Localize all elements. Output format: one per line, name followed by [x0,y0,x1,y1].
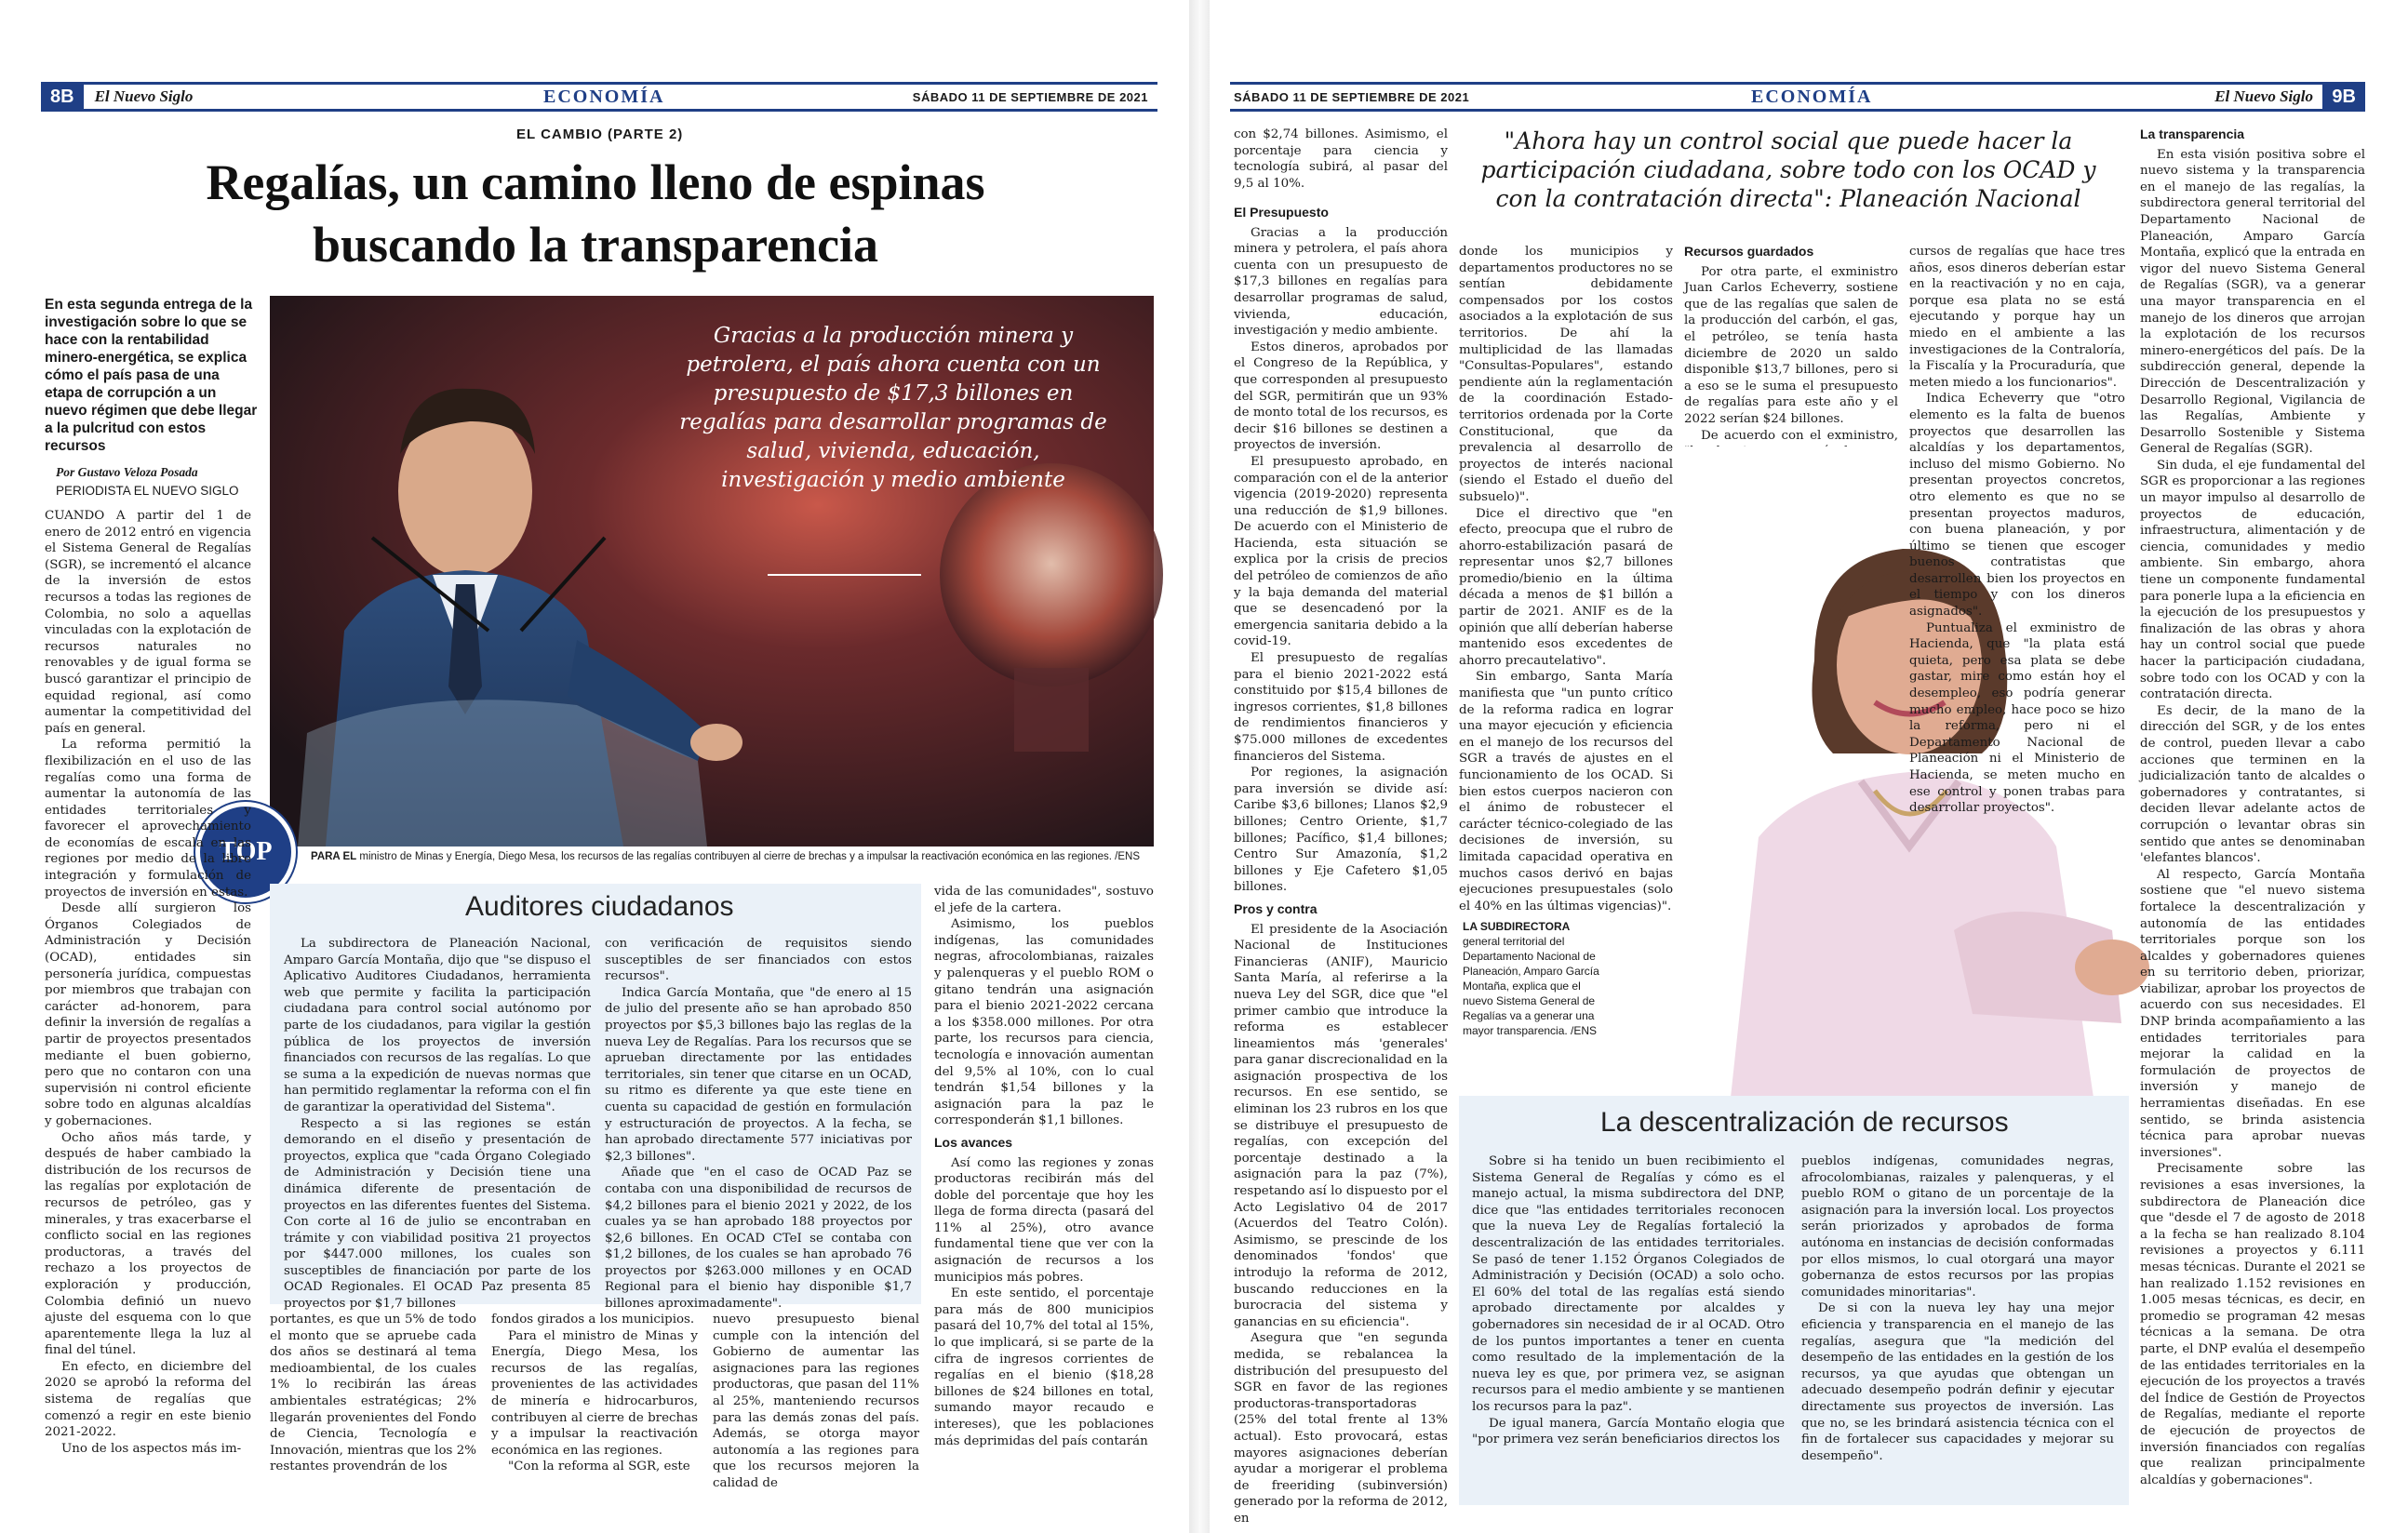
page-number: 9B [2322,85,2365,109]
subheading-transparencia: La transparencia [2140,127,2245,141]
pull-quote: "Ahora hay un control social que puede hacer la participación ciudadana, sobre todo con los OCAD y con la contratación directa": Planeación Nacional [1480,127,2096,212]
paragraph: con $2,74 billones. Asimismo, el porcentaje para ciencia y tecnología subirá, al pasar del 9,5 al 10%. [1234,127,1448,191]
article-column-2 [270,1312,476,1498]
issue-date: SÁBADO 11 DE SEPTIEMBRE DE 2021 [912,89,1148,104]
paragraph: Para el ministro de Minas y Energía, Diego Mesa, los recursos de las regalías, provenientes de las actividades de minería e hidrocarburos, contribuyen al cierre de brechas y a impulsar la reactivación económica en las regiones. [491,1328,698,1458]
newspaper-brand: El Nuevo Siglo [94,87,194,105]
byline [56,463,261,500]
byline-author: Por Gustavo Veloza Posada [56,465,198,479]
article-column-r3 [1684,244,1898,458]
paragraph: El presidente de la Asociación Nacional de Instituciones Financieras (ANIF), Mauricio Santa María, al referirse a la nueva Ley del SGR, dice que "el primer cambio que introduce la reforma es establecer lineamientos más 'generales' para ganar discrecionalidad en la asignación prospectiva de los recursos. En ese sentido, se eliminan los 23 rubros en los que se distribuye el presupuesto de regalías, con excepción del porcentaje destinado a la asignación para la paz (7%), respetando así lo dispuesto por el Acto Legislativo 04 de 2017 (Acuerdos del Teatro Colón). Asimismo, se prescinde de los denominados 'fondos' que introdujo la reforma de 2012, buscando reducciones en la burocracia del sistema y ganancias en su eficiencia". [1234,922,1448,1329]
paragraph: Sobre si ha tenido un buen recibimiento el Sistema General de Regalías y cómo es el manejo actual, la misma subdirectora del DNP, dice que "las entidades territoriales reconocen que la nueva Ley de Regalías fortaleció la descentralización de las entidades territoriales. Se pasó de tener 1.152 Órganos Colegiados de Administración y Decisión (OCAD) a solo ocho. El 60% del total de las regalías está siendo aprobado directamente por alcaldes y gobernadores sin necesidad de ir al OCAD. Otro de los puntos importantes a tener en cuenta como resultado de la implementación de la nueva ley es que, por primera vez, se asignan recursos para el medio ambiente y se mantienen los recursos para la paz". [1472,1154,1785,1414]
paragraph: Es decir, de la mano de la dirección del SGR, y de los entes de control, pueden llevar a cabo acciones que terminen en la judicialización tanto de alcaldes o gobernadores y contratantes, si deciden llevar adelante actos de corrupción o levantar obras sin sentido que antes se denominaban 'elefantes blancos'. [2140,703,2365,866]
photo-caption-title: LA SUBDIRECTORA [1463,920,1571,933]
subheading-pros-contra: Pros y contra [1234,900,1318,916]
paragraph: Añade que "en el caso de OCAD Paz se contaba con una disponibilidad de recursos de $4,2 billones para el bienio 2021 y 2022, de los cuales ya se han aprobado 188 proyectos por $2,6 billones. En OCAD CTeI se contaba con $1,2 billones, de los cuales se han aprobado 76 proyectos por $263.000 millones y en OCAD Regional para el bienio hay disponible $1,7 billones aproximadamente". [605,1166,912,1312]
paragraph: Sin duda, el eje fundamental del SGR es proporcionar a las regiones un mayor impulso al desarrollo de proyectos de educación, infraestructura, alimentación y de ciencia, comunidades y medio ambiente. Sin embargo, ahora tiene un componente fundamental para ponerle lupa a la eficiencia en la ejecución de los presupuestos y finalización de las obras y ahora hay un control social que puede hacer la participación ciudadana, sobre todo con los OCAD y con la contratación directa. [2140,458,2365,702]
page-8b [0,0,1191,1533]
headline-line-2: buscando la transparencia [312,217,879,273]
paragraph: Al respecto, García Montaña sostiene que "el nuevo sistema fortalece la descentralización y autonomía de las entidades territoriales porque son los alcaldes y gobernadores quienes en su territorio deben, priorizar, viabilizar, aprobar los proyectos de acuerdo con sus necesidades. El DNP brinda acompañamiento a las entidades territoriales para mejorar la calidad en la formulación de proyectos de inversión y manejo de herramientas diseñadas. En ese sentido, se brinda asistencia técnica para aprobar nuevas inversiones". [2140,867,2365,1160]
photo-pull-quote: Gracias a la producción minera y petrolera, el país ahora cuenta con un presupuesto de $17,3 billones en regalías para desarrollar programas de salud, vivienda, educación, investigación y medio ambiente [679,324,1107,492]
subheading-recursos: Recursos guardados [1684,244,1814,259]
paragraph: Indica García Montaña, que "de enero al 15 de julio del presente año se han aprobado 850 proyectos por $5,3 billones bajo las reglas de la nueva Ley de Regalías. Para los recursos que se aprueban directamente por las entidades territoriales, sin tener que citarse en un OCAD, su ritmo es diferente ya que este tiene en cuenta su capacidad de gestión en formulación y estructuración de proyectos. A la fecha, se han aprobado directamente 577 iniciativas por $2,3 billones". [605,985,912,1164]
top-badge: TOP [195,802,296,902]
paragraph: La subdirectora de Planeación Nacional, Amparo García Montaña, dijo que "se dispuso el Aplicativo Auditores Ciudadanos, herramienta web que permite y facilita la participación ciudadana para control social autónomo por parte de los ciudadanos, para vigilar la gestión pública de los proyectos de inversión financiados con recursos de las regalías. Lo que se suma a la expedición de nuevas normas que han permitido reglamentar la reforma con el fin de garantizar la operatividad del Sistema". [284,937,591,1114]
paragraph: Puntualiza el exministro de Hacienda, que "la plata está quieta, pero esa plata se debe gastar, mire como están hoy el desempleo, eso podría generar mucho empleo, hace poco se hizo la reforma, pero ni el Departamento Nacional de Planeación ni el Ministerio de Hacienda, se meten mucho en ese control y ponen trabas para desarrollar proyectos". [1909,620,2125,816]
article-column-r5 [2140,127,2365,1503]
paragraph: Sin embargo, Santa María manifiesta que "un punto crítico de la reforma radica en lograr una mayor ejecución y eficiencia en el manejo de los recursos del SGR a través de ajustes en el funcionamiento de los OCAD. Si bien estos cuerpos nacieron con el ánimo de robustecer el carácter técnico-colegiado de las decisiones de inversión, su limitada capacidad operativa en muchos casos derivó en bajas ejecuciones presupuestales (solo el 40% en las últimas vigencias)". [1459,670,1673,913]
page-number: 8B [41,85,84,109]
paragraph: Asimismo, los pueblos indígenas, las comunidades negras, afrocolombianas, raizales y palenqueras y el pueblo ROM o gitano tendrán una asignación para el bienio 2021-2022 cercana a los $358.000 millones. Por otra parte, los recursos para ciencia, tecnología e innovación aumentan del 9,5% al 10%, con lo cual tendrán $1,54 billones y la asignación para la paz le corresponderán $1,1 billones. [934,917,1154,1128]
paragraph: Desde allí surgieron los Órganos Colegiados de Administración y Decisión (OCAD), entidades sin personería jurídica, compuestas por miembros que trabajan con carácter ad-honorem, para definir la inversión de regalías a partir de proyectos presentados mediante el buen gobierno, pero que no contaron con una supervisión ni control eficiente sobre todo en algunas alcaldías y gobernaciones. [45,901,251,1128]
paragraph: nuevo presupuesto bienal cumple con la intención del Gobierno de aumentar las asignaciones para las regiones productoras, que pasan del 11% al 25%, manteniendo recursos para las demás zonas del país. Además, se otorga mayor autonomía a las regiones para que los recursos mejoren la calidad de [713,1313,919,1490]
box-column-a [1472,1153,1785,1498]
paragraph: El presupuesto de regalías para el bienio 2021-2022 está constituido por $15,4 billones de ingresos corrientes, $1,8 billones de rendimientos financieros y $75.000 millones de excedentes financieros del Sistema. [1234,651,1448,764]
paragraph: En esta visión positiva sobre el nuevo sistema y la transparencia en el manejo de las regalías, la subdirectora general territorial del Departamento Nacional de Planeación, Amparo García Montaña, explicó que la entrada en vigor del nuevo Sistema General de Regalías (SGR), va a generar una mayor transparencia en el manejo de los dineros que arrojan la explotación de los recursos minero-energéticos del país. De la subdirección general, depende la Dirección de Descentralización y Desarrollo Regional, Vigilancia de las Regalías, Ambiente y Desarrollo Sostenible y Sistema General de Regalías (SGR). [2140,147,2365,457]
article-column-r4 [1909,244,2125,876]
box-title: Auditores ciudadanos [465,891,734,922]
minister-photo [270,296,1154,846]
paragraph: Indica Echeverry que "otro elemento es la falta de buenos proyectos que desarrollen las alcaldías y los departamentos, incluso del mismo Gobierno. No presentan proyectos concretos, otro elemento es que no se presentan proyectos maduros, con buena planeación, y por último se tienen que escoger buenos contratistas que desarrollen bien los proyectos en el tiempo y con los dineros asignados". [1909,392,2125,620]
article-column-r2 [1459,244,1673,913]
paragraph: Asegura que "en segunda medida, se rebalancea la distribución del presupuesto del SGR en favor de las regiones productoras-transportadoras (25% del total frente al 13% actual). Esto provocará, estas mayores asignaciones deberían ayudar a morigerar el problema de freeriding (subinversión) generado por la reforma de 2012, en [1234,1331,1448,1526]
box-column-b [605,936,912,1312]
page-9b [1210,0,2408,1533]
page-header [1230,82,2365,112]
photo-caption-text: ministro de Minas y Energía, Diego Mesa, los recursos de las regalías contribuyen al cierre de brechas y a impulsar la reactivación económica en las regiones. /ENS [359,851,1141,862]
paragraph: con verificación de requisitos siendo susceptibles de ser financiados con estos recursos". [605,937,912,984]
continuation-column [1234,127,1448,191]
article-kicker: EL CAMBIO (PARTE 2) [516,127,684,142]
paragraph: vida de las comunidades", sostuvo el jefe de la cartera. [934,885,1154,915]
issue-date: SÁBADO 11 DE SEPTIEMBRE DE 2021 [1234,89,1470,104]
paragraph: cursos de regalías que hace tres años, esos dineros deberían estar en la reactivación y no en caja, porque esa plata no se está ejecutando y porque hay un miedo en el ambiente a las investigaciones de la Contraloría, la Fiscalía y la Procuraduría, que meten miedo a los funcionarios". [1909,245,2125,390]
box-column-b [1801,1153,2114,1498]
paragraph: El presupuesto aprobado, en comparación con el de la anterior vigencia (2019-2020) representa una reducción de $1,9 billones. De acuerdo con el Ministerio de Hacienda, esta situación se explica por la crisis de precios del petróleo de comienzos de año y la baja demanda del material que se desencadenó por la emergencia sanitaria debido a la covid-19. [1234,454,1448,649]
page-header [41,82,1157,112]
paragraph: fondos girados a los municipios. [491,1313,695,1326]
section-name: ECONOMÍA [543,86,665,107]
paragraph: Dice el directivo que "en efecto, preocupa que el rubro de ahorro-estabilización pasará de representar unos $2,7 billones promedio/bienio en la última década a menos de $1 billón a partir de 2021. ANIF es de la opinión que allí deberían haberse mantenido esos excedentes de ahorro precautelativo". [1459,506,1673,668]
paragraph: De si con la nueva ley hay una mejor eficiencia y transparencia en el manejo de las regalías, asegura que "la medición del desempeño de las entidades en la gestión de los recursos, ya que ayudas que obtengan un adecuado desempeño podrán definir y ejecutar directamente sus proyectos de inversión. Las que no, se les brindará asistencia técnica con el fin de fortalecer sus capacidades y mejorar su desempeño". [1801,1301,2114,1463]
paragraph: "Con la reforma al SGR, este [508,1460,690,1474]
paragraph: CUANDO A partir del 1 de enero de 2012 entró en vigencia el Sistema General de Regalías (SGR), se incrementó el alcance de la inversión de estos recursos a todas las regiones de Colombia, no solo a aquellas vinculadas con la explotación de recursos naturales no renovables y de igual forma se buscó garantizar el principio de equidad regional, así como aumentar la competitividad del país en general. [45,509,251,736]
article-lead: En esta segunda entrega de la investigación sobre lo que se hace con la rentabilidad minero-energética, se explica cómo el país pasa de una etapa de corrupción a un nuevo régimen que debe llegar a la pulcritud con estos recursos [45,297,258,454]
paragraph: En efecto, en diciembre del 2020 se aprobó la reforma del sistema de regalías que comenzó a regir en este bienio 2021-2022. [45,1359,251,1440]
section-name: ECONOMÍA [1751,86,1873,107]
paragraph: Así como las regiones y zonas productoras recibirán más del doble del porcentaje que hoy les llega de forma directa (pasará del 11% al 25%), otro avance fundamental tiene que ver con la asignación de recursos a los municipios más pobres. [934,1155,1154,1285]
newspaper-brand: El Nuevo Siglo [2214,87,2313,105]
photo-caption-text: general territorial del Departamento Nacional de Planeación, Amparo García Montaña, explica que el nuevo Sistema General de Regalías va a generar una mayor transparencia. /ENS [1463,935,1599,1037]
article-column-1 [45,508,251,1456]
photo-caption [1463,919,1612,1038]
article-column-r1 [1234,199,1448,1526]
paragraph: Precisamente sobre las revisiones a esas inversiones, la subdirectora de Planeación dice que "desde el 7 de agosto de 2018 a la fecha se han realizado 8.104 revisiones a proyectos y 6.111 mesas técnicas. Durante el 2021 se han realizado 1.152 revisiones en 1.005 mesas técnicas, es decir, en promedio se programan 42 mesas técnicas a la semana. De otra parte, el DNP evalúa el desempeño de las entidades territoriales en la ejecución de los proyectos a través del Índice de Gestión de Proyectos de Regalías, mediante el reporte de ejecución de proyectos de inversión financiados con regalías que realizan principalmente alcaldías y gobernaciones". [2140,1162,2365,1487]
photo-caption-lead: PARA EL [311,851,357,862]
photo-caption [311,850,1148,864]
paragraph: pueblos indígenas, comunidades negras, afrocolombianas, raizales y palenqueras, y el pueblo ROM o gitano de un porcentaje de la asignación para la inversión local. Los proyectos serán priorizados y aprobados de forma autónoma en instancias de decisión conformadas por ellos mismos, lo cual otorgará una mayor gobernanza de estos recursos por las propias comunidades minoritarias". [1801,1154,2114,1300]
paragraph: En este sentido, el porcentaje para más de 800 municipios pasará del 10,7% del total al 15%, lo que implicará, si se parte de la cifra de ingresos corrientes de regalías en el bienio ($18,28 billones de $24 billones en total, sumando mayor recaudo e intereses), que les poblaciones más deprimidas del país contarán [934,1286,1154,1448]
paragraph: Por otra parte, el exministro Juan Carlos Echeverry, sostiene que de las regalías que salen de la producción del carbón, el gas, el petróleo, se tenía hasta diciembre de 2020 un saldo disponible $13,7 billones, pero si a eso se le suma el presupuesto de regalías para este año y el 2022 serían $24 billones. [1684,264,1898,426]
box-column-a [284,936,591,1312]
box-title: La descentralización de recursos [1600,1107,2009,1138]
paragraph: portantes, es que un 5% de todo el monto que se apruebe cada dos años se destinará al tema medioambiental, de los cuales 1% lo recibirán las áreas ambientales estratégicas; 2% llegarán provenientes del Fondo de Ciencia, Tecnología e Innovación, mientras que los 2% restantes provendrán de los [270,1313,476,1474]
paragraph: Por regiones, la asignación para inversión se divide así: Caribe $3,6 billones; Llanos $2,9 billones; Centro Oriente, $1,7 billones; Pacífico, $1,4 billones; Centro Sur Amazonía, $1,2 billones y Eje Cafetero $1,05 billones. [1234,766,1448,895]
subheading-presupuesto: El Presupuesto [1234,205,1329,220]
paragraph: Respecto a si las regiones se están demorando en el diseño y presentación de proyectos, explica que "cada Órgano Colegiado de Administración y Decisión tiene una dinámica diferente de presentación de proyectos en las diferentes fuentes del Sistema. Con corte al 16 de julio se encontraban en trámite y con viabilidad positiva 21 proyectos por $447.000 millones, los cuales son susceptibles de financiación por parte de los OCAD Regionales. El OCAD Paz presenta 85 proyectos por $1,7 billones [284,1116,591,1312]
paragraph: Uno de los aspectos más im- [61,1441,242,1456]
article-column-4 [713,1312,919,1498]
paragraph: Estos dineros, aprobados por el Congreso de la República, y que corresponden al presupuesto del SGR, permitirán que un 93% de monto total de los recursos, es decir $16 billones se destinen a proyectos de inversión. [1234,340,1448,453]
paragraph: De acuerdo con el exministro, [1701,428,1898,443]
paragraph: La reforma permitió la flexibilización en el uso de las regalías como una forma de aumentar la autonomía de las entidades territoriales y favorecer el aprovechamiento de economías de escala en las regiones por medio de la libre integración y formulación de proyectos de inversión en estas. [45,738,251,900]
paragraph: donde los municipios y departamentos productores no se sentían debidamente compensados por los costos asociados a la explotación de sus territorios. De ahí la multiplicidad de las llamadas "Consultas-Populares", estando pendiente aún la reglamentación de la coordinación Estado-territorios ordenada por la Corte Constitucional, que da prevalencia al desarrollo de proyectos de interés nacional (siendo el Estado el dueño del subsuelo)". [1459,245,1673,504]
subheading-avances: Los avances [934,1134,1013,1150]
paragraph: De igual manera, García Montaño elogia que "por primera vez serán beneficiarios directos los [1472,1416,1785,1447]
article-column-5 [934,884,1154,1498]
article-column-3 [491,1312,698,1498]
byline-role: PERIODISTA EL NUEVO SIGLO [56,484,239,498]
paragraph: Gracias a la producción minera y petrolera, el país ahora cuenta con un presupuesto de $17,3 billones en regalías para desarrollar programas de salud, vivienda, educación, investigación y medio ambiente. [1234,225,1448,339]
paragraph: Ocho años más tarde, y después de haber cambiado la distribución de los recursos de las regalías por explotación de recursos de petróleo, gas y minerales, y tras exacerbarse el conflicto social en las regiones productoras, a través del rechazo a los proyectos de exploración y producción, Colombia definió un nuevo ajuste del esquema con lo que aparentemente llega la luz al final del túnel. [45,1130,251,1358]
headline-line-1: Regalías, un camino lleno de espinas [206,154,985,210]
page-fold [1189,0,1211,1533]
